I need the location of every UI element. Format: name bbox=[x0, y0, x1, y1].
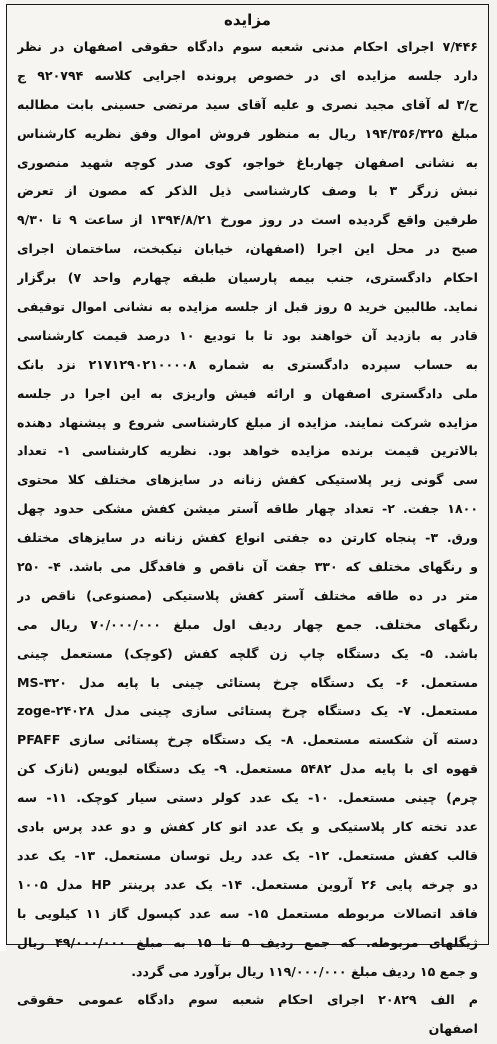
notice-line: و رنگهای مختلف که ۳۳۰ جفت آن ناقص و فاقدگل می باشد. ۴- ۲۵۰ bbox=[17, 559, 478, 575]
notice-line: مزایده شرکت نمایند. مزایده از مبلغ کارشناسی شروع و پیشنهاد دهنده bbox=[17, 414, 478, 430]
notice-line: دسته آن شکسته مستعمل. ۸- یک دستگاه چرخ پستائی سازی PFAFF bbox=[17, 732, 478, 748]
notice-line: ۱۸۰۰ جفت. ۲- تعداد چهار طاقه آستر میشن کفش مشکی حدود چهل bbox=[17, 501, 478, 517]
notice-line: اصفهان bbox=[428, 1021, 478, 1037]
notice-line: دارد جلسه مزایده ای در خصوص پرونده اجرایی کلاسه ۹۲۰۷۹۴ ج bbox=[17, 67, 478, 83]
notice-line: بالاترین قیمت برنده مزایده خواهد بود. نظریه کارشناسی ۱- تعداد bbox=[17, 443, 478, 459]
notice-title: مزایده bbox=[224, 11, 271, 29]
notice-line: و جمع ۱۵ ردیف مبلغ ۱۱۹/۰۰۰/۰۰۰ ریال برآورد می گردد. bbox=[131, 963, 478, 979]
notice-line: نبش زرگر ۳ با وصف کارشناسی ذیل الذکر که مصون از تعرض bbox=[17, 183, 478, 199]
notice-body bbox=[17, 33, 478, 1044]
notice-line: ورق. ۳- پنجاه کارتن ده جفتی انواع کفش زنانه در سایزهای مختلف bbox=[17, 530, 478, 546]
notice-line: نماید. طالبین خرید ۵ روز قبل از جلسه مزایده به نشانی اموال توقیفی bbox=[17, 299, 478, 315]
notice-line: رنگهای مختلف. جمع چهار ردیف اول مبلغ ۷۰/۰۰۰/۰۰۰ ریال می bbox=[17, 616, 478, 632]
notice-line: عدد تخته کار پلاستیکی و یک عدد اتو کار کفش و دو عدد پرس بادی bbox=[17, 819, 478, 835]
notice-line: ۷/۴۴۶ اجرای احکام مدنی شعبه سوم دادگاه حقوقی اصفهان در نظر bbox=[17, 39, 478, 54]
notice-line: به نشانی اصفهان چهارباغ خواجو، کوی صدر کوچه شهید منصوری bbox=[17, 154, 478, 170]
notice-line: ژیگلهای مربوطه. که جمع ردیف ۵ تا ۱۵ به مبلغ ۴۹/۰۰۰/۰۰۰ ریال bbox=[17, 934, 478, 950]
notice-line: قالب کفش مستعمل. ۱۲- یک عدد ریل توسان مستعمل. ۱۳- یک عدد bbox=[17, 847, 478, 863]
notice-line: م الف ۲۰۸۲۹ اجرای احکام شعبه سوم دادگاه عمومی حقوقی bbox=[17, 992, 478, 1008]
notice-line: احکام دادگستری، جنب بیمه پارسیان طبقه چهارم واحد ۷) برگزار bbox=[17, 270, 478, 286]
notice-line: فاقد اتصالات مربوطه مستعمل ۱۵- سه عدد کپسول گاز ۱۱ کیلویی با bbox=[17, 905, 478, 921]
notice-line: سی گونی زیر پلاستیکی کفش زنانه در سایزهای مختلف کلا محتوی bbox=[17, 472, 478, 488]
notice-line: چرم) چینی مستعمل. ۱۰- یک عدد کولر دستی سیار کوچک. ۱۱- سه bbox=[17, 790, 478, 806]
notice-line: ملی دادگستری اصفهان و ارائه فیش واریزی به این اجرا در جلسه bbox=[17, 385, 478, 401]
notice-line: مبلغ ۱۹۴/۳۵۶/۳۲۵ ریال به منظور فروش اموال وفق نظریه کارشناس bbox=[17, 125, 478, 141]
notice-line: متر در ده طاقه مختلف آستر کفش پلاستیکی (مصنوعی) ناقص در bbox=[17, 587, 478, 603]
notice-line: طرفین واقع گردیده است در روز مورخ ۱۳۹۴/۸/۲۱ از ساعت ۹ تا ۹/۳۰ bbox=[17, 212, 478, 228]
notice-line: دو چرخه پایی ۲۶ آروین مستعمل. ۱۴- یک عدد پرینتر HP مدل ۱۰۰۵ bbox=[17, 876, 478, 892]
notice-line: مستعمل. ۷- یک دستگاه چرخ پستائی سازی چینی مدل zoge-۲۴۰۲۸ bbox=[17, 703, 478, 719]
notice-line: قادر به بازدید آن خواهند بود تا با تودیع ۱۰ درصد قیمت کارشناسی bbox=[17, 327, 478, 343]
notice-line: به حساب سپرده دادگستری به شماره ۲۱۷۱۲۹۰۲۱۰۰۰۰۸ نزد بانک bbox=[17, 356, 478, 372]
notice-line: باشد. ۵- یک دستگاه چاپ زن گلچه کفش (کوچک) مستعمل چینی bbox=[17, 645, 478, 661]
notice-line: صبح در محل این اجرا (اصفهان، خیابان نیکبخت، ساختمان اجرای bbox=[17, 241, 478, 257]
auction-notice bbox=[6, 4, 489, 1037]
notice-line: ح/۳ له آقای مجید نصری و علیه آقای سید مرتضی حسینی بابت مطالبه bbox=[17, 96, 478, 112]
notice-line: مستعمل. ۶- یک دستگاه چرخ پستائی چینی با پایه مدل MS-۳۲۰ bbox=[17, 674, 478, 690]
notice-line: قهوه ای با پایه مدل ۵۴۸۲ مستعمل. ۹- یک دستگاه لیویس (نازک کن bbox=[17, 761, 478, 777]
